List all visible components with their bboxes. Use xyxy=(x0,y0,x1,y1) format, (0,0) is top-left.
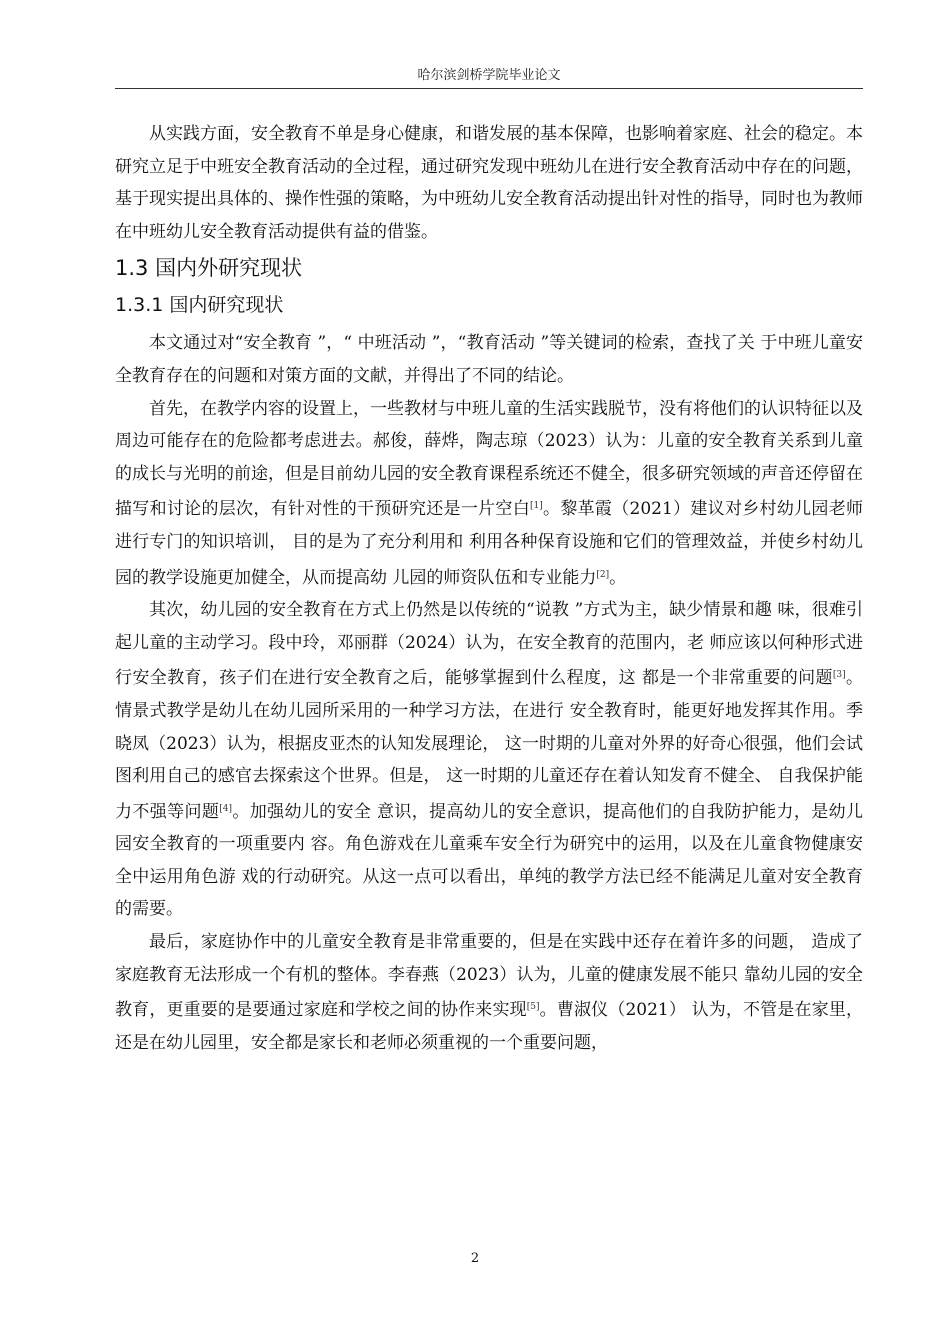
paragraph-text: 其次，幼儿园的安全教育在方式上仍然是以传统的“说教 ”方式为主，缺少情景和趣 味，很难引起儿童的主动学习。段中玲，邓丽群（2024）认为，在安全教育的范围内，老 师应该以何种形式进行安全教育，孩子们在进行安全教育之后，能够掌握到什么程度，这 都是一个非常重要的问题 xyxy=(115,600,863,689)
paragraph-intro xyxy=(115,327,863,392)
paragraph-text: 本文通过对“安全教育 ”，“ 中班活动 ”，“教育活动 ”等关键词的检索，查找了关 于中班儿童安全教育存在的问题和对策方面的文献，并得出了不同的结论。 xyxy=(115,333,863,386)
paragraph-text: 从实践方面，安全教育不单是身心健康，和谐发展的基本保障，也影响着家庭、社会的稳定。本研究立足于中班安全教育活动的全过程，通过研究发现中班幼儿在进行安全教育活动中存在的问题，基于现实提出具体的、操作性强的策略，为中班幼儿安全教育活动提出针对性的指导，同时也为教师在中班幼儿安全教育活动提供有益的借鉴。 xyxy=(115,124,863,242)
citation-ref[interactable]: [4] xyxy=(219,803,232,814)
paragraph-text: 。情景式教学是幼儿在幼儿园所采用的一种学习方法，在进行 安全教育时，能更好地发挥其作用。季晓凤（2023）认为，根据皮亚杰的认知发展理论， 这一时期的儿童对外界的好奇心很强，他们会试图利用自己的感官去探索这个世界。但是， 这一时期的儿童还存在着认知发育不健全、 自我保护能力不强等问题 xyxy=(115,668,864,822)
paragraph-text: 。加强幼儿的安全 意识，提高幼儿的安全意识，提高他们的自我防护能力，是幼儿园安全教育的一项重要内 容。角色游戏在儿童乘车安全行为研究中的运用，以及在儿童食物健康安全中运用角色游 戏的行动研究。从这一点可以看出，单纯的教学方法已经不能满足儿童对安全教育的需要。 xyxy=(115,801,864,920)
paragraph-second xyxy=(115,594,863,926)
paragraph-first xyxy=(115,393,863,595)
citation-ref[interactable]: [2] xyxy=(596,569,610,580)
subsection-heading: 1.3.1 国内研究现状 xyxy=(115,294,284,317)
section-heading: 1.3 国内外研究现状 xyxy=(115,256,303,281)
paragraph-practice xyxy=(115,118,863,248)
citation-ref[interactable]: [3] xyxy=(832,670,846,681)
paragraph-text: 。黎革霞（2021）建议对乡村幼儿园老师进行专门的知识培训， 目的是为了充分利用和 利用各种保育设施和它们的管理效益，并使乡村幼儿园的教学设施更加健全，从而提高幼 儿园的师资队伍和专业能力 xyxy=(115,499,863,588)
paragraph-text: 。曹淑仪（2021） 认为，不管是在家里，还是在幼儿园里，安全都是家长和老师必须重视的一个重要问题， xyxy=(115,1000,864,1053)
paragraph-text: 。 xyxy=(609,567,627,588)
citation-ref[interactable]: [5] xyxy=(526,1002,540,1013)
page-body xyxy=(115,118,863,1059)
header-divider xyxy=(115,88,863,89)
paragraph-text: 最后，家庭协作中的儿童安全教育是非常重要的，但是在实践中还存在着许多的问题， 造成了家庭教育无法形成一个有机的整体。李春燕（2023）认为，儿童的健康发展不能只 靠幼儿园的安全教育，更重要的是要通过家庭和学校之间的协作来实现 xyxy=(115,932,863,1021)
paragraph-text: 首先，在教学内容的设置上，一些教材与中班儿童的生活实践脱节，没有将他们的认识特征以及周边可能存在的危险都考虑进去。郝俊，薛烨，陶志琼（2023）认为：儿童的安全教育关系到儿童的成长与光明的前途，但是目前幼儿园的安全教育课程系统还不健全，很多研究领域的声音还停留在描写和讨论的层次，有针对性的干预研究还是一片空白 xyxy=(115,398,863,520)
citation-ref[interactable]: [1] xyxy=(530,501,543,512)
running-header: 哈尔滨剑桥学院毕业论文 xyxy=(417,68,561,83)
page-number: 2 xyxy=(470,1251,480,1266)
paragraph-last xyxy=(115,926,863,1059)
